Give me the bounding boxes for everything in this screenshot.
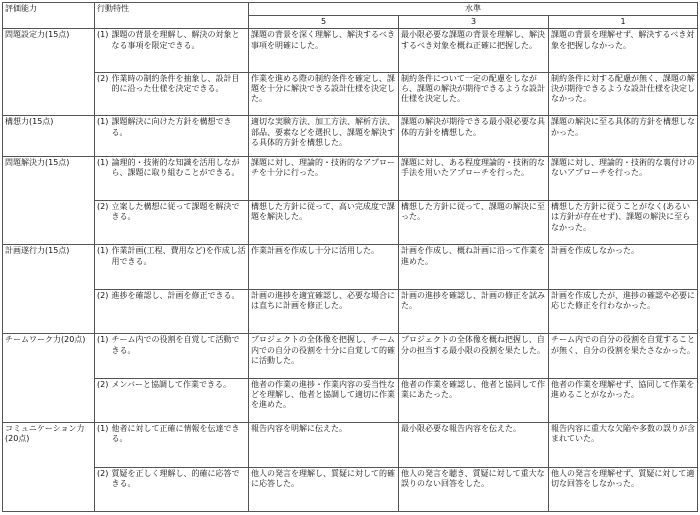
behavior-text: メンバーと協調して作業できる。 [111,378,249,422]
behavior-text: 作業計画(工程、費用など)を作成し活用できる。 [111,245,249,289]
header-level: 水準 [249,3,698,16]
level-3-criteria: 計画を作成し、概ね計画に沿って作業を進めた。 [399,245,549,289]
level-5-criteria: 適切な実験方法、加工方法、解析方法、部品、要素などを選択し、課題を解決する具体的方針を構想した。 [249,116,399,156]
item-number: (2) [95,289,111,333]
level-1-criteria: チーム内での自分の役割を自覚することが無く、自分の役割を果たさなかった。 [549,334,698,378]
category-conception: 構想力(15点) [3,116,95,156]
level-3-criteria: 制約条件について一定の配慮をしながら、課題の解決が期待できるような設計仕様を決定した。 [399,72,549,115]
behavior-text: 作業時の制約条件を抽象し、設計目的に沿った仕様を決定できる。 [111,72,249,115]
item-number: (1) [95,423,111,467]
item-number: (1) [95,116,111,156]
evaluation-rubric-table [2,2,698,512]
behavior-text: 論理的・技術的な知識を活用しながら、課題に取り組むことができる。 [111,156,249,200]
level-3-criteria: プロジェクトの全体像を概ね把握し、自分の担当する最小限の役割を果たした。 [399,334,549,378]
header-level-3: 3 [399,16,549,29]
level-5-criteria: 作業計画を作成し十分に活用した。 [249,245,399,289]
category-problem-solving: 問題解決力(15点) [3,156,95,245]
level-1-criteria: 計画を作成しなかった。 [549,245,698,289]
category-plan-execution: 計画遂行力(15点) [3,245,95,334]
level-3-criteria: 最小限必要な課題の背景を理解し、解決するべき対象を概ね正確に把握した。 [399,29,549,72]
level-5-criteria: 構想した方針に従って、高い完成度で課題を解決した。 [249,201,399,245]
level-1-criteria: 課題の背景を理解せず、解決するべき対象を把握しなかった。 [549,29,698,72]
level-1-criteria: 他者の作業を理解せず、協同して作業を進めることがなかった。 [549,378,698,422]
level-5-criteria: プロジェクトの全体像を把握し、チーム内での自分の役割を十分に自覚して的確に活動した。 [249,334,399,378]
behavior-text: 質疑を正しく理解し、的確に応答できる。 [111,467,249,512]
header-behavior-traits: 行動特性 [95,3,249,29]
behavior-text: チーム内での役割を自覚して活動できる。 [111,334,249,378]
item-number: (1) [95,29,111,72]
level-3-criteria: 課題の解決が期待できる最小限必要な具体的方針を構想した。 [399,116,549,156]
behavior-text: 進捗を確認し、計画を修正できる。 [111,289,249,333]
level-1-criteria: 構想した方針に従うことがなく(あるいは方針が存在せず)、課題の解決に至らなかった。 [549,201,698,245]
header-level-5: 5 [249,16,399,29]
item-number: (2) [95,72,111,115]
behavior-text: 課題の背景を理解し、解決の対象となる事項を限定できる。 [111,29,249,72]
level-5-criteria: 課題に対し、理論的・技術的なアプローチを十分に行った。 [249,156,399,200]
level-3-criteria: 計画の進捗を確認し、計画の修正を試みた。 [399,289,549,333]
level-5-criteria: 課題の背景を深く理解し、解決するべき事項を明確にした。 [249,29,399,72]
level-5-criteria: 他人の発言を理解し、質疑に対して的確に応答した。 [249,467,399,512]
level-1-criteria: 課題に対し、理論的・技術的な裏付けのないアプローチを行った。 [549,156,698,200]
level-3-criteria: 他人の発言を聴き、質疑に対して重大な誤りのない回答をした。 [399,467,549,512]
category-problem-setting: 問題設定力(15点) [3,29,95,116]
item-number: (2) [95,467,111,512]
level-5-criteria: 作業を進める際の制約条件を確定し、課題を十分に解決できる設計仕様を決定した。 [249,72,399,115]
item-number: (2) [95,378,111,422]
header-evaluation-ability: 評価能力 [3,3,95,29]
item-number: (2) [95,201,111,245]
level-1-criteria: 計画を作成したが、進捗の確認や必要に応じた修正を行わなかった。 [549,289,698,333]
category-communication: コミュニケーション力(20点) [3,423,95,512]
level-1-criteria: 報告内容に重大な欠陥や多数の誤りが含まれていた。 [549,423,698,467]
header-level-1: 1 [549,16,698,29]
level-5-criteria: 計画の進捗を適宜確認し、必要な場合には直ちに計画を修正した。 [249,289,399,333]
level-3-criteria: 課題に対し、ある程度理論的・技術的な手法を用いたアプローチを行った。 [399,156,549,200]
item-number: (1) [95,334,111,378]
level-1-criteria: 他人の発言を理解せず、質疑に対して適切な回答をしなかった。 [549,467,698,512]
behavior-text: 課題解決に向けた方針を構想できる。 [111,116,249,156]
level-1-criteria: 課題の解決に至る具体的方針を構想しなかった。 [549,116,698,156]
level-3-criteria: 他者の作業を確認し、他者と協同して作業にあたった。 [399,378,549,422]
behavior-text: 他者に対して正確に情報を伝達できる。 [111,423,249,467]
level-3-criteria: 構想した方針に従って、課題の解決に至った。 [399,201,549,245]
level-5-criteria: 他者の作業の進捗・作業内容の妥当性などを理解し、他者と協調して適切に作業を進めた。 [249,378,399,422]
level-3-criteria: 最小限必要な報告内容を伝えた。 [399,423,549,467]
item-number: (1) [95,245,111,289]
level-5-criteria: 報告内容を明解に伝えた。 [249,423,399,467]
level-1-criteria: 制約条件に対する配慮が無く、課題の解決が期待できるような設計仕様を決定しなかった。 [549,72,698,115]
category-teamwork: チームワーク力(20点) [3,334,95,423]
behavior-text: 立案した構想に従って課題を解決できる。 [111,201,249,245]
item-number: (1) [95,156,111,200]
